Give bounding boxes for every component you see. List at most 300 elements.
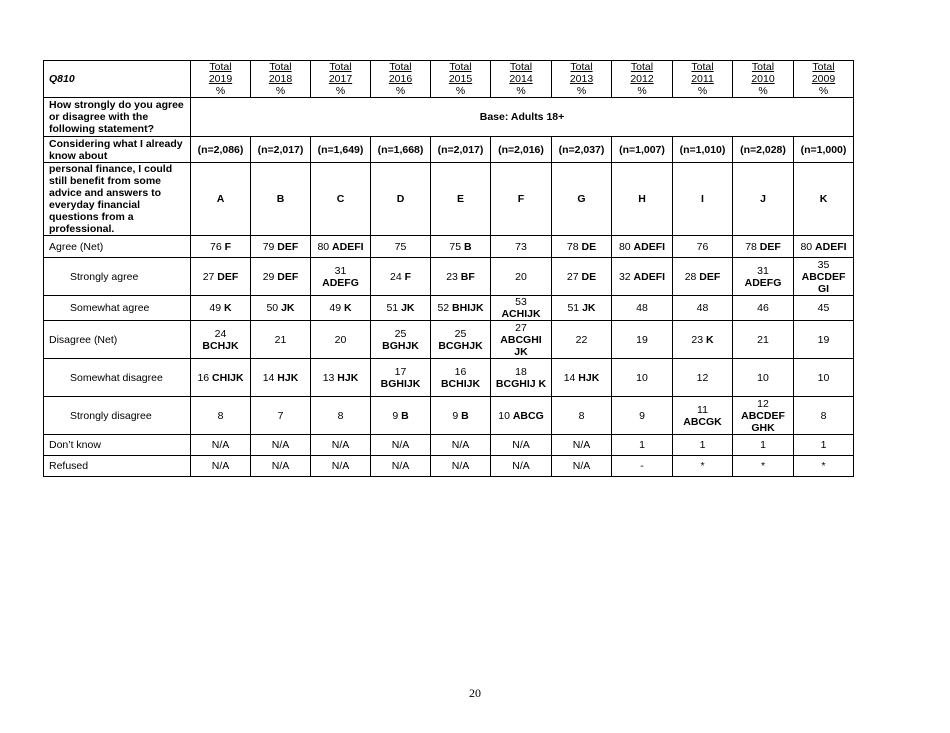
column-header-label: Total <box>209 61 232 73</box>
table-cell <box>673 296 733 321</box>
column-header-year: 2013 <box>569 73 594 85</box>
column-header-year: 2018 <box>268 73 293 85</box>
cell-value: 31 <box>334 264 347 277</box>
significance-letters: JK <box>281 302 295 314</box>
cell-value: 11 <box>697 403 708 416</box>
table-cell <box>673 435 733 456</box>
column-header <box>552 61 612 98</box>
cell-value: 7 <box>277 409 284 422</box>
table-cell <box>673 236 733 258</box>
table-cell <box>251 456 311 477</box>
significance-letters: ADEFI <box>815 240 847 253</box>
cell-value: N/A <box>451 460 470 472</box>
column-header-label: Total <box>570 61 593 73</box>
table-cell <box>673 456 733 477</box>
table-cell <box>612 258 673 296</box>
table-cell <box>431 321 491 359</box>
table-cell <box>311 456 371 477</box>
significance-letters: BF <box>460 270 475 283</box>
page-number: 20 <box>469 686 481 700</box>
table-cell <box>371 236 431 258</box>
row-label: Somewhat agree <box>44 296 191 321</box>
table-cell <box>311 321 371 359</box>
table-cell <box>431 296 491 321</box>
cell-value: 50 <box>266 302 279 314</box>
column-header <box>311 61 371 98</box>
column-header <box>733 61 794 98</box>
table-cell <box>251 359 311 397</box>
significance-letters: DEF <box>217 270 239 283</box>
cell-value: 8 <box>217 409 224 422</box>
significance-letters: HJK <box>578 371 600 384</box>
cell-value: 1 <box>820 439 827 451</box>
cell-value: 24 <box>389 270 402 283</box>
column-letter: A <box>191 163 251 236</box>
cell-value: 27 <box>515 321 527 334</box>
column-letter: F <box>491 163 552 236</box>
sample-size: (n=2,016) <box>491 137 552 163</box>
table-cell <box>491 359 552 397</box>
column-letter: D <box>371 163 431 236</box>
table-cell <box>251 435 311 456</box>
table-cell <box>552 321 612 359</box>
cell-value: 24 <box>214 327 227 340</box>
cell-value: N/A <box>451 439 470 451</box>
significance-letters: DEF <box>699 270 721 283</box>
sample-size: (n=1,000) <box>794 137 854 163</box>
significance-letters: ABCDEF GHK <box>741 409 785 434</box>
significance-letters: DE <box>581 270 597 283</box>
cell-value: 22 <box>575 333 588 346</box>
cell-value: 25 <box>394 327 407 340</box>
base-label: Base: Adults 18+ <box>191 98 854 137</box>
significance-letters: K <box>224 302 232 314</box>
table-cell <box>733 296 794 321</box>
table-cell <box>794 359 854 397</box>
header-row <box>44 61 854 98</box>
cell-value: 75 <box>449 240 462 253</box>
table-cell <box>612 296 673 321</box>
table-cell <box>733 397 794 435</box>
significance-letters: ABCG <box>512 409 544 422</box>
data-table <box>43 60 854 477</box>
cell-value: 20 <box>334 333 347 346</box>
table-cell <box>431 435 491 456</box>
table-cell <box>191 397 251 435</box>
table-cell <box>491 258 552 296</box>
cell-value: 53 <box>515 296 527 308</box>
table-cell <box>191 456 251 477</box>
table-cell <box>311 296 371 321</box>
row-label: Agree (Net) <box>44 236 191 258</box>
table-cell <box>191 435 251 456</box>
table-cell <box>491 456 552 477</box>
significance-letters: HJK <box>277 371 299 384</box>
table-cell <box>552 435 612 456</box>
table-cell <box>794 236 854 258</box>
column-header <box>794 61 854 98</box>
significance-letters: JK <box>582 302 596 314</box>
significance-letters: B <box>401 409 409 422</box>
cell-value: 76 <box>696 240 709 253</box>
cell-value: 8 <box>578 409 585 422</box>
cell-value: 79 <box>262 240 275 253</box>
table-cell <box>191 236 251 258</box>
cell-value: 10 <box>757 371 769 384</box>
significance-letters: DEF <box>277 240 299 253</box>
cell-value: 21 <box>274 333 287 346</box>
table-cell <box>612 456 673 477</box>
column-header-year: 2016 <box>388 73 413 85</box>
cell-value: N/A <box>211 460 230 472</box>
table-row <box>44 321 854 359</box>
table-cell <box>733 359 794 397</box>
table-cell <box>794 435 854 456</box>
table-cell <box>552 359 612 397</box>
cell-value: N/A <box>572 460 591 472</box>
cell-value: 32 <box>618 270 631 283</box>
column-header-label: Total <box>630 61 654 73</box>
sample-size: (n=1,649) <box>311 137 371 163</box>
table-cell <box>191 321 251 359</box>
cell-value: 17 <box>394 365 407 378</box>
significance-letters: BGHIJK <box>380 377 421 390</box>
significance-letters: ABCGK <box>683 415 722 428</box>
table-cell <box>552 456 612 477</box>
sample-size: (n=1,010) <box>673 137 733 163</box>
table-cell <box>371 296 431 321</box>
significance-letters: BCHJK <box>202 339 239 352</box>
significance-letters: DEF <box>759 240 781 253</box>
significance-letters: BGHJK <box>382 339 419 352</box>
cell-value: N/A <box>512 460 530 472</box>
column-header-label: Total <box>269 61 292 73</box>
column-header-label: Total <box>691 61 714 73</box>
cell-value: 23 <box>691 333 704 346</box>
table-row <box>44 236 854 258</box>
table-cell <box>612 236 673 258</box>
cell-value: 9 <box>639 409 645 422</box>
cell-value: 51 <box>567 302 580 314</box>
cell-value: 1 <box>699 439 706 451</box>
significance-letters: ABCGHI JK <box>500 333 542 358</box>
cell-value: 19 <box>817 333 830 346</box>
table-cell <box>371 359 431 397</box>
table-cell <box>251 321 311 359</box>
table-cell <box>371 321 431 359</box>
row-label: Strongly disagree <box>44 397 191 435</box>
table-cell <box>794 296 854 321</box>
cell-value: 19 <box>636 333 648 346</box>
cell-value: 9 <box>392 409 399 422</box>
sample-size: (n=2,017) <box>431 137 491 163</box>
cell-value: 73 <box>515 240 527 253</box>
question-id: Q810 <box>44 61 191 98</box>
column-header-unit: % <box>576 85 587 97</box>
cell-value: 8 <box>820 409 827 422</box>
cell-value: 48 <box>696 302 709 314</box>
column-header-year: 2011 <box>691 73 714 85</box>
cell-value: 52 <box>437 302 450 314</box>
cell-value: 12 <box>757 397 769 410</box>
column-header <box>491 61 552 98</box>
column-header-year: 2019 <box>208 73 233 85</box>
significance-letters: B <box>461 409 469 422</box>
table-cell <box>733 321 794 359</box>
table-cell <box>552 258 612 296</box>
row-label: Refused <box>44 456 191 477</box>
table-cell <box>491 321 552 359</box>
significance-letters: HJK <box>337 371 359 384</box>
column-header <box>612 61 673 98</box>
table-cell <box>191 359 251 397</box>
table-row <box>44 258 854 296</box>
sample-size: (n=1,668) <box>371 137 431 163</box>
cell-value: 13 <box>322 371 335 384</box>
cell-value: 8 <box>337 409 344 422</box>
table-cell <box>371 397 431 435</box>
table-cell <box>251 296 311 321</box>
cell-value: 78 <box>745 240 757 253</box>
cell-value: 1 <box>760 439 766 451</box>
significance-letters: BCHIJK <box>440 377 481 390</box>
table-cell <box>733 258 794 296</box>
column-letter: K <box>794 163 854 236</box>
cell-value: N/A <box>391 439 410 451</box>
column-letter: E <box>431 163 491 236</box>
cell-value: 12 <box>696 371 709 384</box>
table-cell <box>673 359 733 397</box>
table-row <box>44 359 854 397</box>
cell-value: 16 <box>454 365 467 378</box>
cell-value: 76 <box>209 240 222 253</box>
column-letter-row <box>44 163 854 236</box>
column-header-year: 2009 <box>811 73 836 85</box>
question-row <box>44 98 854 137</box>
column-header-unit: % <box>516 85 526 97</box>
table-cell <box>251 236 311 258</box>
significance-letters: ADEFG <box>322 276 359 289</box>
cell-value: 10 <box>498 409 510 422</box>
column-letter: C <box>311 163 371 236</box>
sample-size: (n=1,007) <box>612 137 673 163</box>
cell-value: N/A <box>211 439 230 451</box>
column-header-label: Total <box>812 61 835 73</box>
question-text: How strongly do you agree or disagree with the following statement? <box>44 98 191 137</box>
table-cell <box>431 397 491 435</box>
column-header-year: 2012 <box>630 73 654 85</box>
cell-value: 23 <box>446 270 458 283</box>
table-cell <box>191 296 251 321</box>
table-cell <box>311 236 371 258</box>
significance-letters: BCGHJK <box>438 339 483 352</box>
cell-value: 49 <box>329 302 342 314</box>
table-cell <box>733 435 794 456</box>
cell-value: 14 <box>262 371 275 384</box>
table-row <box>44 397 854 435</box>
cell-value: N/A <box>271 439 290 451</box>
table-cell <box>491 435 552 456</box>
sample-size: (n=2,037) <box>552 137 612 163</box>
table-cell <box>794 397 854 435</box>
significance-letters: K <box>706 333 714 346</box>
column-header-unit: % <box>455 85 466 97</box>
table-cell <box>371 435 431 456</box>
column-letter: B <box>251 163 311 236</box>
cell-value: 35 <box>817 258 830 271</box>
column-header-unit: % <box>758 85 768 97</box>
cell-value: 45 <box>817 302 830 314</box>
table-cell <box>552 397 612 435</box>
row-label: Somewhat disagree <box>44 359 191 397</box>
table-cell <box>431 359 491 397</box>
table-cell <box>612 435 673 456</box>
sample-size: (n=2,017) <box>251 137 311 163</box>
cell-value: - <box>640 460 644 472</box>
significance-letters: ADEFI <box>633 240 666 253</box>
row-label: Don’t know <box>44 435 191 456</box>
cell-value: N/A <box>331 460 350 472</box>
column-header-year: 2010 <box>751 73 775 85</box>
column-header-unit: % <box>818 85 829 97</box>
statement-part1: Considering what I already know about <box>44 137 191 163</box>
table-cell <box>251 397 311 435</box>
cell-value: 27 <box>202 270 215 283</box>
column-header-unit: % <box>637 85 647 97</box>
table-cell <box>552 236 612 258</box>
significance-letters: CHIJK <box>212 371 244 384</box>
column-header-label: Total <box>449 61 472 73</box>
table-cell <box>612 359 673 397</box>
cell-value: * <box>821 460 826 472</box>
table-cell <box>491 397 552 435</box>
cell-value: * <box>760 460 766 472</box>
cell-value: N/A <box>331 439 350 451</box>
row-label: Disagree (Net) <box>44 321 191 359</box>
table-cell <box>794 321 854 359</box>
table-cell <box>431 236 491 258</box>
significance-letters: ABCDEF GI <box>801 270 846 295</box>
significance-letters: B <box>464 240 472 253</box>
cell-value: 49 <box>209 302 222 314</box>
column-header-label: Total <box>389 61 412 73</box>
table-cell <box>733 236 794 258</box>
significance-letters: ADEFI <box>633 270 666 283</box>
cell-value: N/A <box>512 439 530 451</box>
table-cell <box>612 321 673 359</box>
table-cell <box>673 258 733 296</box>
table-cell <box>311 397 371 435</box>
table-cell <box>371 456 431 477</box>
column-header-unit: % <box>215 85 226 97</box>
significance-letters: ADEFI <box>332 240 364 253</box>
significance-letters: JK <box>401 302 415 314</box>
cell-value: 1 <box>639 439 645 451</box>
cell-value: 51 <box>386 302 399 314</box>
significance-letters: DEF <box>277 270 299 283</box>
cell-value: 80 <box>317 240 330 253</box>
column-header-unit: % <box>697 85 708 97</box>
table-cell <box>491 236 552 258</box>
column-header-label: Total <box>751 61 775 73</box>
cell-value: 80 <box>800 240 813 253</box>
cell-value: 9 <box>452 409 459 422</box>
table-cell <box>311 435 371 456</box>
table-cell <box>431 258 491 296</box>
cell-value: 27 <box>566 270 579 283</box>
cell-value: * <box>700 460 705 472</box>
table-cell <box>552 296 612 321</box>
cell-value: 48 <box>636 302 648 314</box>
cell-value: 10 <box>817 371 830 384</box>
column-header-year: 2017 <box>328 73 353 85</box>
column-header <box>673 61 733 98</box>
significance-letters: DE <box>581 240 597 253</box>
cell-value: 75 <box>394 240 407 253</box>
row-label: Strongly agree <box>44 258 191 296</box>
sample-size-row <box>44 137 854 163</box>
significance-letters: F <box>404 270 412 283</box>
cell-value: 29 <box>262 270 275 283</box>
table-cell <box>251 258 311 296</box>
cell-value: 20 <box>515 270 527 283</box>
table-cell <box>673 321 733 359</box>
cell-value: 14 <box>563 371 576 384</box>
table-cell <box>794 258 854 296</box>
column-header <box>191 61 251 98</box>
statement-part2: personal finance, I could still benefit from some advice and answers to everyday financial questions from a professional. <box>44 163 191 236</box>
significance-letters: ADEFG <box>744 276 782 289</box>
column-letter: H <box>612 163 673 236</box>
column-header <box>251 61 311 98</box>
cell-value: N/A <box>572 439 591 451</box>
cell-value: 18 <box>515 365 527 378</box>
significance-letters: K <box>344 302 352 314</box>
significance-letters: BCGHIJ K <box>495 377 547 390</box>
column-header-year: 2015 <box>448 73 473 85</box>
table-cell <box>733 456 794 477</box>
table-cell <box>794 456 854 477</box>
sample-size: (n=2,028) <box>733 137 794 163</box>
table-cell <box>673 397 733 435</box>
table-cell <box>612 397 673 435</box>
column-header-label: Total <box>509 61 533 73</box>
cell-value: N/A <box>271 460 290 472</box>
cell-value: 10 <box>636 371 648 384</box>
table-row <box>44 296 854 321</box>
column-header-unit: % <box>275 85 286 97</box>
column-header <box>431 61 491 98</box>
cell-value: 46 <box>757 302 769 314</box>
column-header-label: Total <box>329 61 352 73</box>
table-cell <box>431 456 491 477</box>
cell-value: 31 <box>757 264 769 277</box>
table-cell <box>311 359 371 397</box>
column-letter: G <box>552 163 612 236</box>
sample-size: (n=2,086) <box>191 137 251 163</box>
table-cell <box>191 258 251 296</box>
cell-value: 25 <box>454 327 467 340</box>
significance-letters: ACHIJK <box>501 308 541 320</box>
significance-letters: F <box>224 240 232 253</box>
cell-value: 16 <box>197 371 210 384</box>
column-letter: I <box>673 163 733 236</box>
cell-value: N/A <box>391 460 410 472</box>
table-row <box>44 435 854 456</box>
cell-value: 21 <box>757 333 769 346</box>
table-cell <box>311 258 371 296</box>
column-letter: J <box>733 163 794 236</box>
